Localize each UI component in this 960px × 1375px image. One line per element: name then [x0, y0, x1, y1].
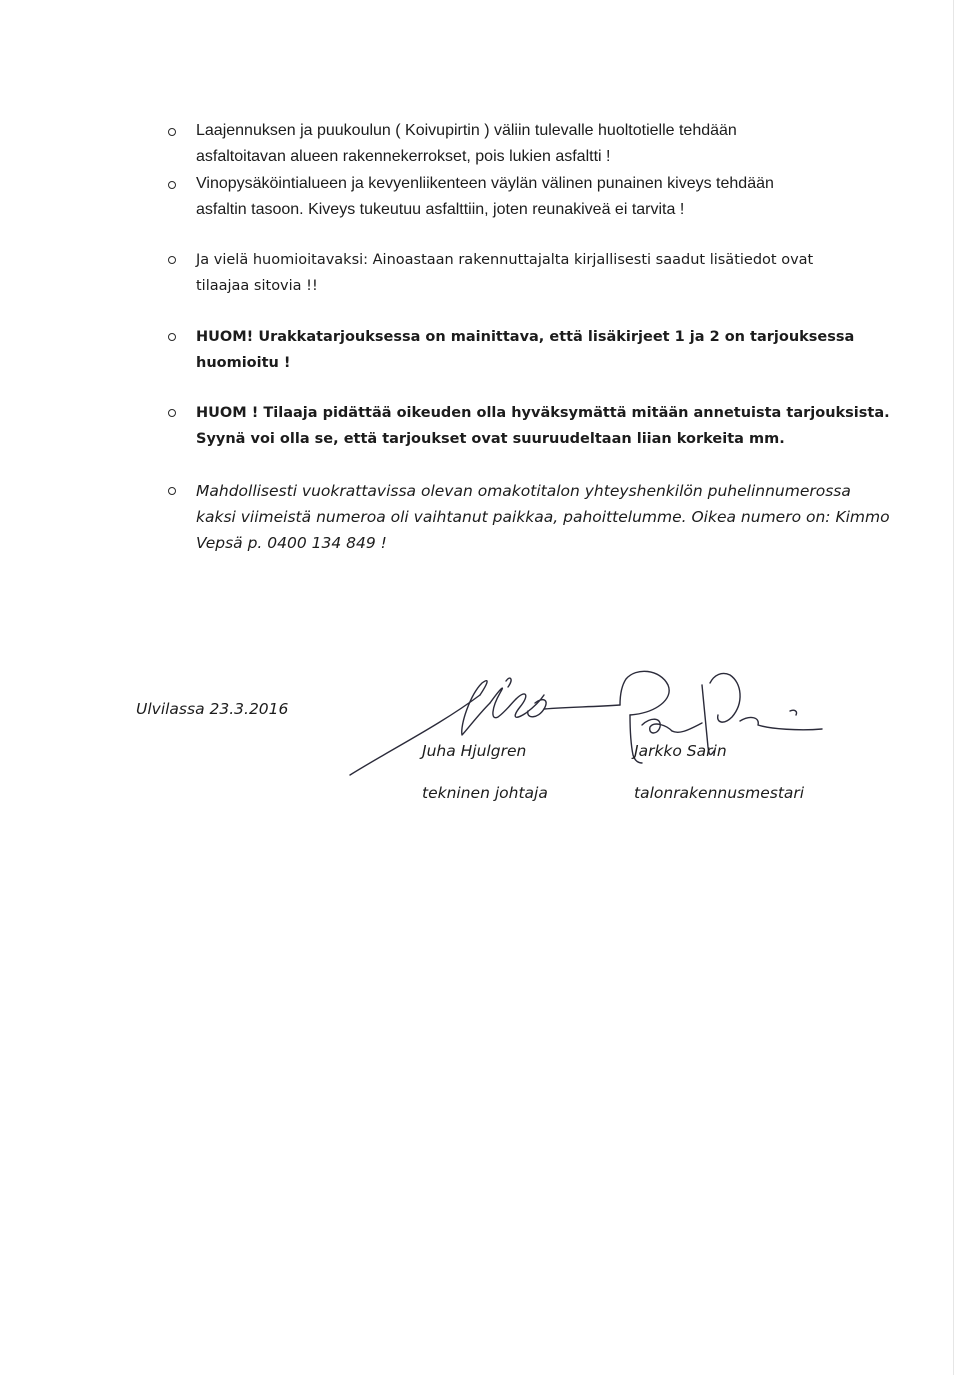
signer-name: Juha Hjulgren	[422, 742, 527, 760]
list-item-line: asfaltin tasoon. Kiveys tukeutuu asfalttiin, joten reunakiveä ei tarvita !	[196, 201, 685, 218]
list-item-line: huomioitu !	[196, 355, 291, 371]
handwritten-signatures	[330, 655, 830, 785]
bullet-icon	[168, 487, 176, 495]
bullet-icon	[168, 128, 176, 136]
place-date: Ulvilassa 23.3.2016	[136, 700, 289, 718]
list-item-line: Laajennuksen ja puukoulun ( Koivupirtin ) väliin tulevalle huoltotielle tehdään	[196, 122, 737, 139]
bullet-icon	[168, 256, 176, 264]
list-item-line: HUOM! Urakkatarjouksessa on mainittava, että lisäkirjeet 1 ja 2 on tarjouksessa	[196, 329, 855, 345]
list-item	[196, 118, 856, 170]
list-item	[196, 400, 890, 452]
list-item-line: kaksi viimeistä numeroa oli vaihtanut paikkaa, pahoittelumme. Oikea numero on: Kimmo	[196, 508, 890, 526]
list-item-line: Ja vielä huomioitavaksi: Ainoastaan rakennuttajalta kirjallisesti saadut lisätiedot ovat	[196, 252, 814, 268]
signer-name: Jarkko Sarin	[634, 742, 727, 760]
list-item	[196, 478, 890, 556]
list-item-line: Mahdollisesti vuokrattavissa olevan omakotitalon yhteyshenkilön puhelinnumerossa	[196, 482, 851, 500]
list-item-line: Vinopysäköintialueen ja kevyenliikenteen väylän välinen punainen kiveys tehdään	[196, 175, 774, 192]
list-item	[196, 324, 856, 376]
list-item	[196, 171, 856, 223]
list-item-line: asfaltoitavan alueen rakennekerrokset, pois lukien asfaltti !	[196, 148, 611, 165]
bullet-icon	[168, 409, 176, 417]
list-item-line: Vepsä p. 0400 134 849 !	[196, 534, 387, 552]
list-item-line: HUOM ! Tilaaja pidättää oikeuden olla hyväksymättä mitään annetuista tarjouksista.	[196, 405, 890, 421]
list-item-line: Syynä voi olla se, että tarjoukset ovat suuruudeltaan liian korkeita mm.	[196, 431, 785, 447]
page-edge	[953, 0, 954, 1375]
signer-title: tekninen johtaja	[422, 784, 548, 802]
bullet-icon	[168, 181, 176, 189]
list-item-line: tilaajaa sitovia !!	[196, 278, 318, 294]
signer-title: talonrakennusmestari	[634, 784, 805, 802]
list-item	[196, 247, 856, 299]
bullet-icon	[168, 333, 176, 341]
